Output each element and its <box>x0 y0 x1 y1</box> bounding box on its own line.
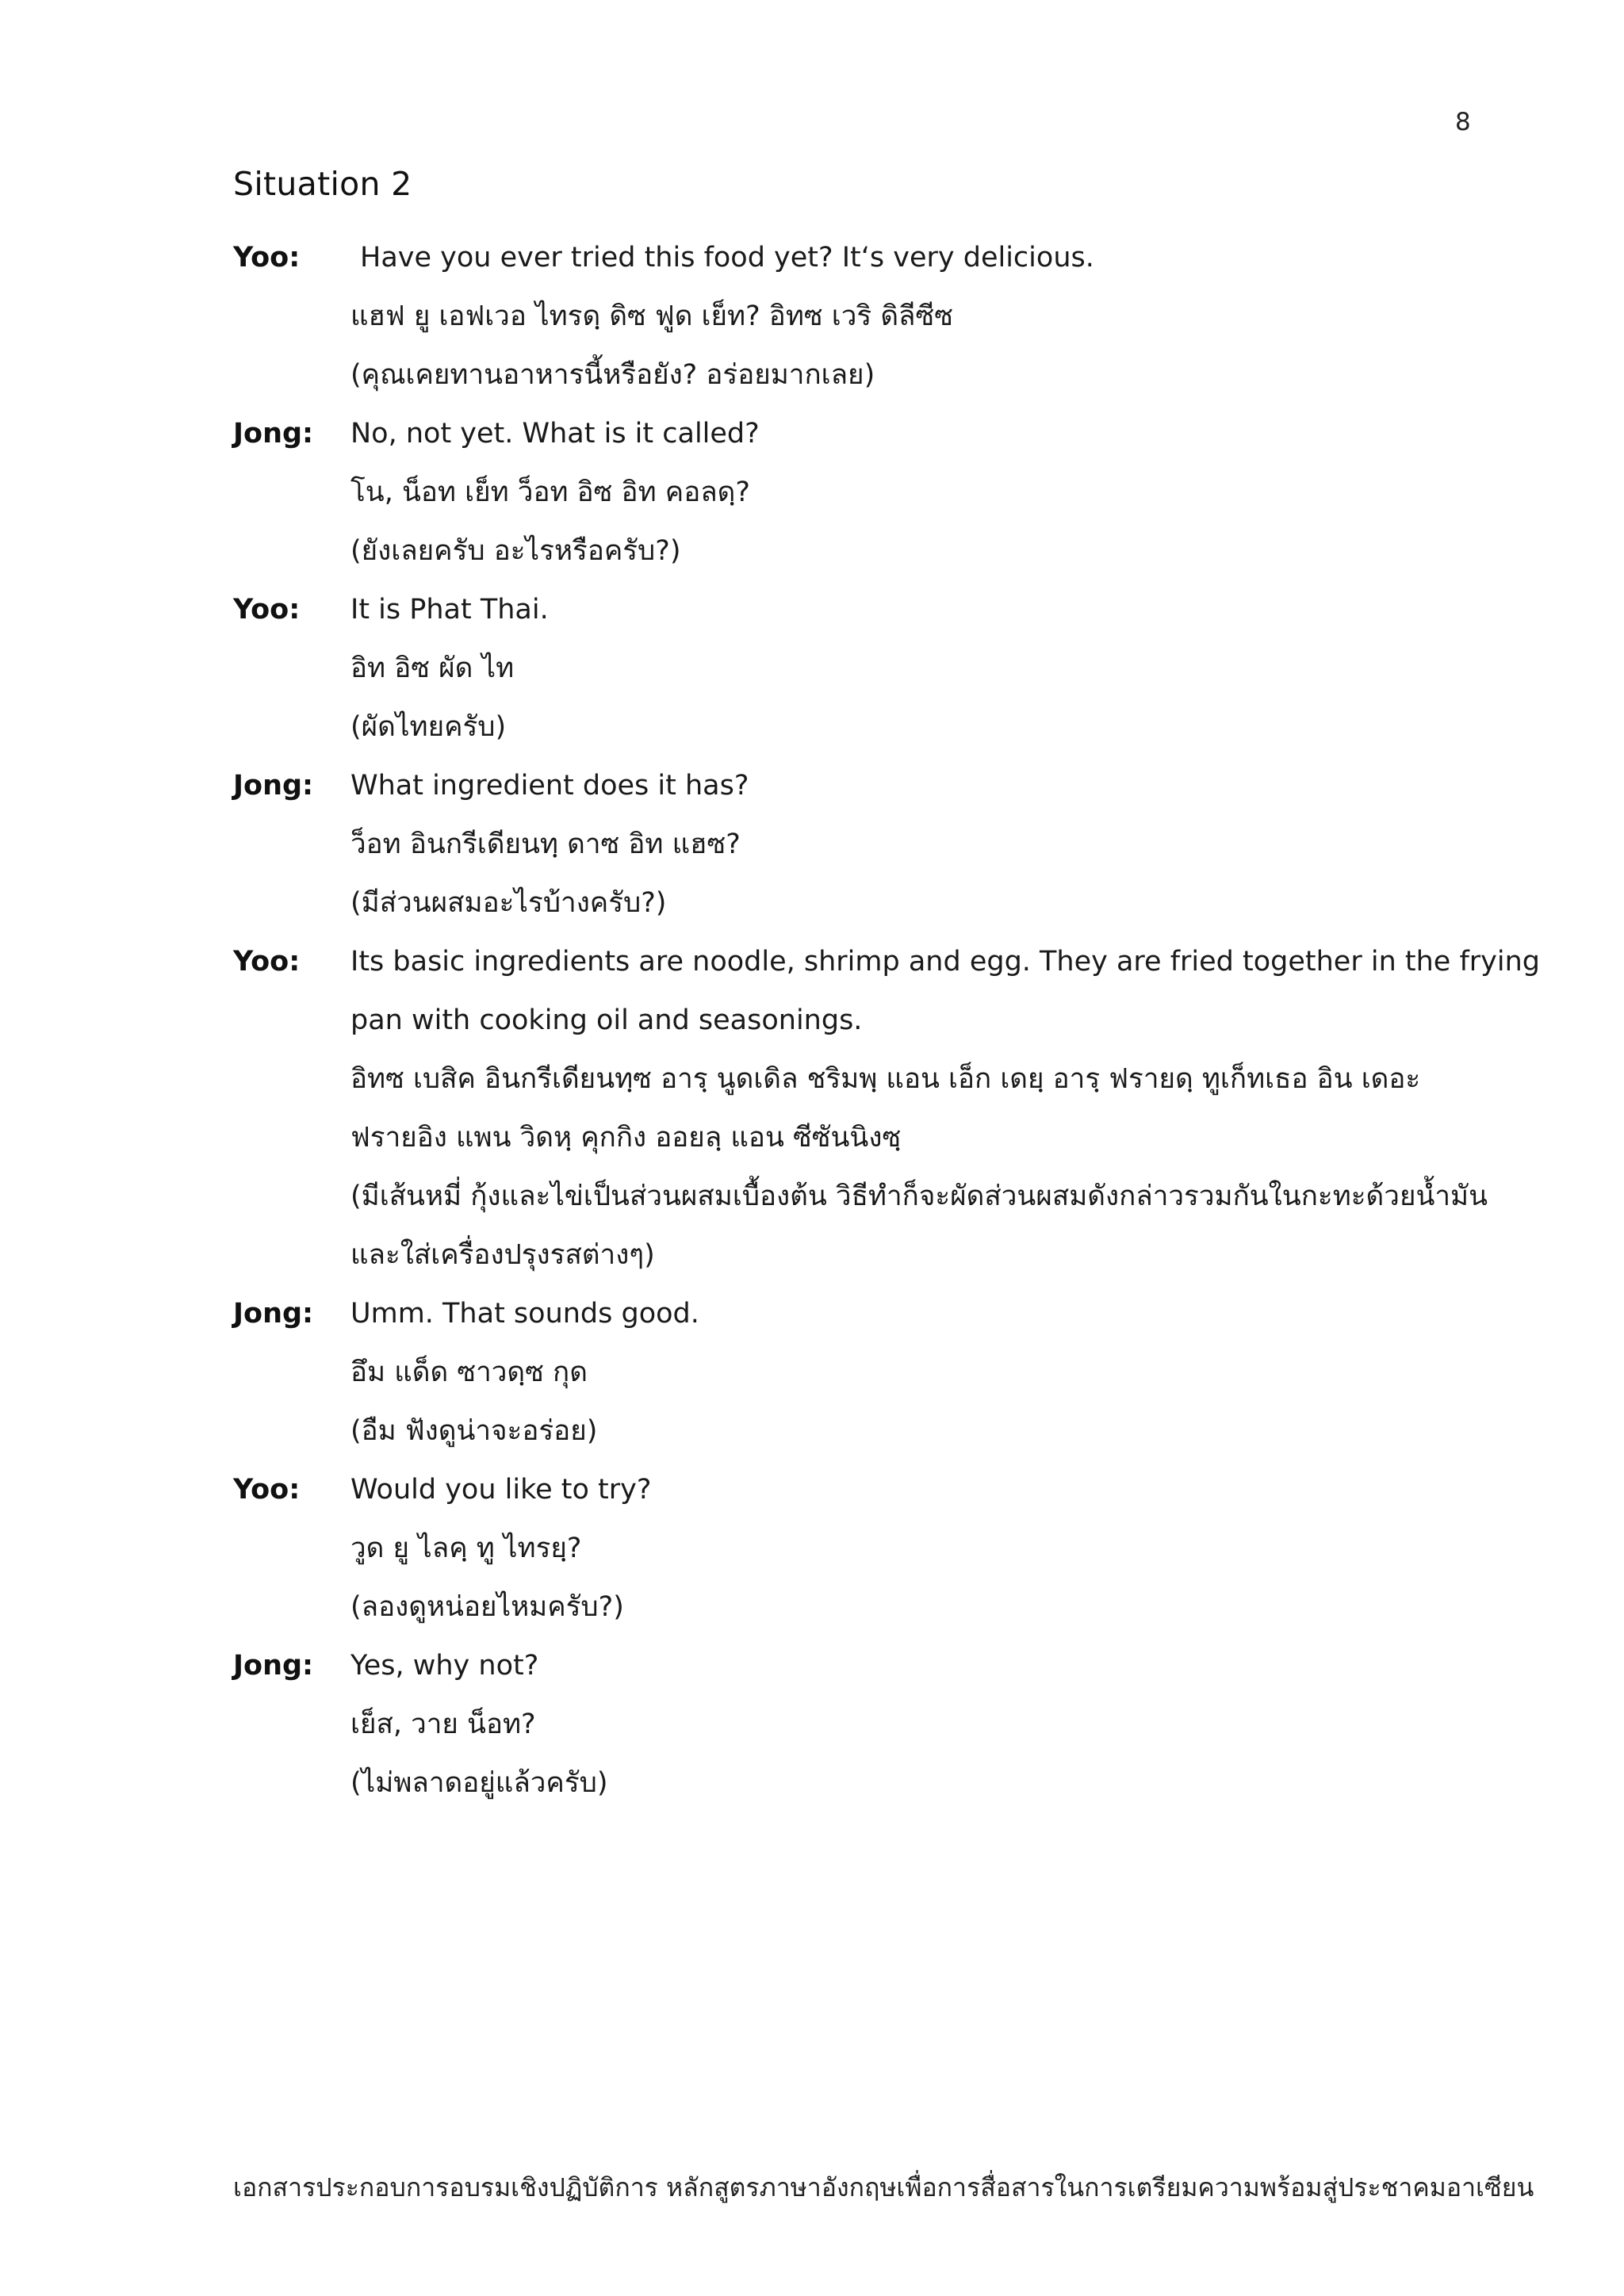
dialogue-turn <box>233 228 1502 404</box>
turn-lines <box>350 1636 1502 1812</box>
dialogue-turn <box>233 932 1540 1284</box>
turn-lines <box>350 404 1502 580</box>
thai-translation-line: (ผัดไทยครับ) <box>350 711 507 743</box>
dialogue-turn <box>233 1460 1502 1636</box>
dialogue <box>233 228 1540 1812</box>
transliteration-line: เย็ส, วาย น็อท? <box>350 1709 536 1740</box>
thai-translation-line: (มีเส้นหมี่ กุ้งและไข่เป็นส่วนผสมเบื้องต้น วิธีทำก็จะผัดส่วนผสมดังกล่าวรวมกันในกะทะด้วยน้ำมัน <box>350 1181 1488 1212</box>
english-line: What ingredient does it has? <box>350 770 749 802</box>
transliteration-line: ฟรายอิง แพน วิดหฺ คุกกิง ออยลฺ แอน ซีซันนิงซฺ <box>350 1122 902 1154</box>
english-line: It is Phat Thai. <box>350 594 549 626</box>
speaker-label: Jong: <box>233 418 314 450</box>
thai-translation-line: (อืม ฟังดูน่าจะอร่อย) <box>350 1415 598 1447</box>
speaker-label: Yoo: <box>233 946 301 978</box>
english-line: Would you like to try? <box>350 1474 652 1506</box>
english-line: pan with cooking oil and seasonings. <box>350 1004 863 1036</box>
thai-translation-line: (คุณเคยทานอาหารนี้หรือยัง? อร่อยมากเลย) <box>350 359 875 391</box>
english-line: Yes, why not? <box>350 1650 539 1682</box>
turn-lines <box>350 932 1540 1284</box>
dialogue-turn <box>233 756 1502 932</box>
transliteration-line: ว็อท อินกรีเดียนทฺ ดาซ อิท แฮซ? <box>350 828 741 860</box>
speaker-label: Yoo: <box>233 594 301 626</box>
transliteration-line: โน, น็อท เย็ท ว็อท อิซ อิท คอลดฺ? <box>350 476 750 508</box>
thai-translation-line: และใส่เครื่องปรุงรสต่างๆ) <box>350 1239 655 1271</box>
thai-translation-line: (ยังเลยครับ อะไรหรือครับ?) <box>350 535 681 567</box>
transliteration-line: อิทซ เบสิค อินกรีเดียนทฺซ อารฺ นูดเดิล ชริมพฺ แอน เอ็ก เดยฺ อารฺ ฟรายดฺ ทูเก็ทเธอ อิน เดอะ <box>350 1063 1421 1095</box>
turn-lines <box>350 756 1502 932</box>
speaker-label: Jong: <box>233 770 314 802</box>
turn-lines <box>350 580 1502 756</box>
page-footer: เอกสารประกอบการอบรมเชิงปฏิบัติการ หลักสูตรภาษาอังกฤษเพื่อการสื่อสารในการเตรียมความพร้อมสู่ประชาคมอาเซียน <box>233 2172 1534 2202</box>
transliteration-line: วูด ยู ไลคฺ ทู ไทรยฺ? <box>350 1533 582 1564</box>
page-number: 8 <box>1455 108 1471 136</box>
dialogue-turn <box>233 1284 1502 1460</box>
english-line: Umm. That sounds good. <box>350 1298 699 1330</box>
transliteration-line: อิท อิซ ผัด ไท <box>350 652 515 684</box>
speaker-label: Yoo: <box>233 1474 301 1506</box>
turn-lines <box>350 1284 1502 1460</box>
thai-translation-line: (ไม่พลาดอยู่แล้วครับ) <box>350 1767 608 1799</box>
turn-lines <box>350 228 1502 404</box>
turn-lines <box>350 1460 1502 1636</box>
english-line: Have you ever tried this food yet? It‘s very delicious. <box>360 242 1094 274</box>
speaker-label: Jong: <box>233 1298 314 1330</box>
dialogue-turn <box>233 580 1502 756</box>
transliteration-line: แฮฟ ยู เอฟเวอ ไทรดฺ ดิซ ฟูด เย็ท? อิทซ เวริ ดิลีซีซ <box>350 300 954 332</box>
english-line: No, not yet. What is it called? <box>350 418 760 450</box>
section-heading: Situation 2 <box>233 165 412 203</box>
dialogue-turn <box>233 404 1502 580</box>
transliteration-line: อึม แด็ด ซาวดฺซ กุด <box>350 1357 588 1388</box>
speaker-label: Jong: <box>233 1650 314 1682</box>
thai-translation-line: (มีส่วนผสมอะไรบ้างครับ?) <box>350 887 667 919</box>
speaker-label: Yoo: <box>233 242 301 274</box>
thai-translation-line: (ลองดูหน่อยไหมครับ?) <box>350 1591 624 1623</box>
english-line: Its basic ingredients are noodle, shrimp and egg. They are fried together in the frying <box>350 946 1540 978</box>
dialogue-turn <box>233 1636 1502 1812</box>
